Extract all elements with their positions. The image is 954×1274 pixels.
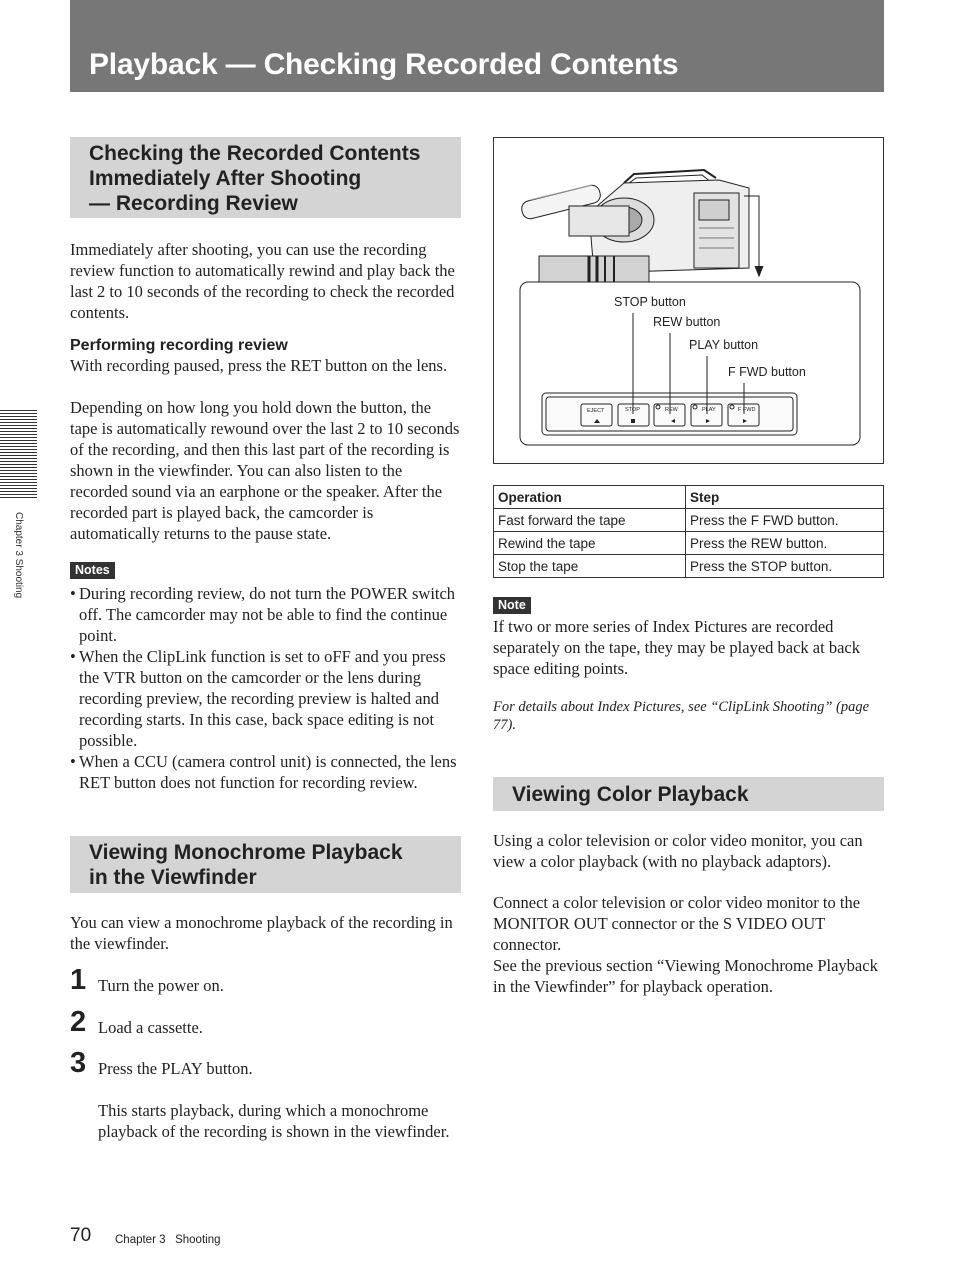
table-header: Step [686,486,884,509]
eject-button-label: EJECT [587,408,605,414]
footer-chapter: Chapter 3 Shooting [115,1234,221,1246]
table-cell: Press the REW button. [686,532,884,555]
ffwd-callout: F FWD button [728,365,806,379]
notes-list [70,583,461,793]
mono-heading-line: in the Viewfinder [89,866,257,889]
camcorder-figure [493,137,884,464]
note-item: • When a CCU (camera control unit) is connected, the lens RET button does not function for recording review. [70,752,457,792]
review-heading-line: Checking the Recorded Contents [89,142,421,165]
note-label: Note [493,597,531,614]
table-cell: Rewind the tape [494,532,686,555]
table-row [494,532,884,555]
table-cell: Press the F FWD button. [686,509,884,532]
color-para-1: Using a color television or color video monitor, you can view a color playback (with no playback adaptors). [493,831,863,871]
step-text: Press the PLAY button. [98,1059,253,1078]
step-3-detail: This starts playback, during which a monochrome playback of the recording is shown in the viewfinder. [98,1101,450,1141]
note-text: If two or more series of Index Pictures are recorded separately on the tape, they may be played back at back space editing points. [493,617,860,678]
step-text: Turn the power on. [98,976,224,995]
note-item: • During recording review, do not turn the POWER switch off. The camcorder may not be able to find the continue point. [70,584,456,645]
review-intro: Immediately after shooting, you can use the recording review function to automatically rewind and play back the last 2 to 10 seconds of the recording to check the recorded contents. [70,240,455,322]
step-text: Load a cassette. [98,1018,203,1037]
step-number: 2 [70,1006,87,1038]
page-number: 70 [70,1225,92,1246]
mono-intro: You can view a monochrome playback of the recording in the viewfinder. [70,913,453,953]
mono-heading-line: Viewing Monochrome Playback [89,841,403,864]
table-row [494,509,884,532]
stop-callout: STOP button [614,295,686,309]
table-cell: Fast forward the tape [494,509,686,532]
right-column [493,485,884,997]
review-para-1: With recording paused, press the RET button on the lens. [70,356,448,375]
chapter-tab-marker [0,410,37,498]
step-number: 1 [70,964,87,996]
page-title: Playback — Checking Recorded Contents [89,48,679,81]
operations-table [493,485,884,578]
side-chapter-label: Chapter 3 Shooting [13,512,24,599]
table-header-row [494,486,884,509]
notes-label: Notes [70,562,115,579]
table-cell: Stop the tape [494,555,686,578]
stop-icon [631,419,635,423]
title-bar [70,0,884,92]
rew-button-label: REW [665,407,678,413]
review-subheading: Performing recording review [70,337,288,354]
review-heading [70,137,461,218]
review-heading-line: — Recording Review [89,192,298,215]
play-button-label: PLAY [702,407,716,413]
play-callout: PLAY button [689,338,759,352]
rew-callout: REW button [653,315,721,329]
step-1 [70,964,461,996]
table-cell: Press the STOP button. [686,555,884,578]
stop-button-label: STOP [625,407,640,413]
left-column [70,137,461,1142]
step-number: 3 [70,1047,87,1079]
color-para-2: Connect a color television or color video monitor to the MONITOR OUT connector or the S VIDEO OUT connector. [493,893,861,954]
camcorder-illustration [494,138,883,463]
ffwd-button-label: F FWD [738,407,756,413]
mono-heading [70,836,461,893]
note-item: • When the ClipLink function is set to oFF and you press the VTR button on the camcorder or the lens during recording preview, the recording preview is halted and recording starts. In this case, back space editing is not possible. [70,647,446,750]
review-para-2: Depending on how long you hold down the button, the tape is automatically rewound over the last 2 to 10 seconds of the recording, and then this last part of the recording is shown in the viewfinder. You can also listen to the recorded sound via an earphone or the speaker. After the recorded part is played back, the camcorder is automatically returns to the pause state. [70,398,460,543]
table-header: Operation [494,486,686,509]
cross-reference: For details about Index Pictures, see “ClipLink Shooting” (page 77). [493,699,870,733]
table-row [494,555,884,578]
step-2 [70,1006,461,1038]
color-heading: Viewing Color Playback [493,777,884,811]
review-heading-line: Immediately After Shooting [89,167,362,190]
color-para-3: See the previous section “Viewing Monochrome Playback in the Viewfinder” for playback operation. [493,956,878,996]
step-3 [70,1047,461,1079]
